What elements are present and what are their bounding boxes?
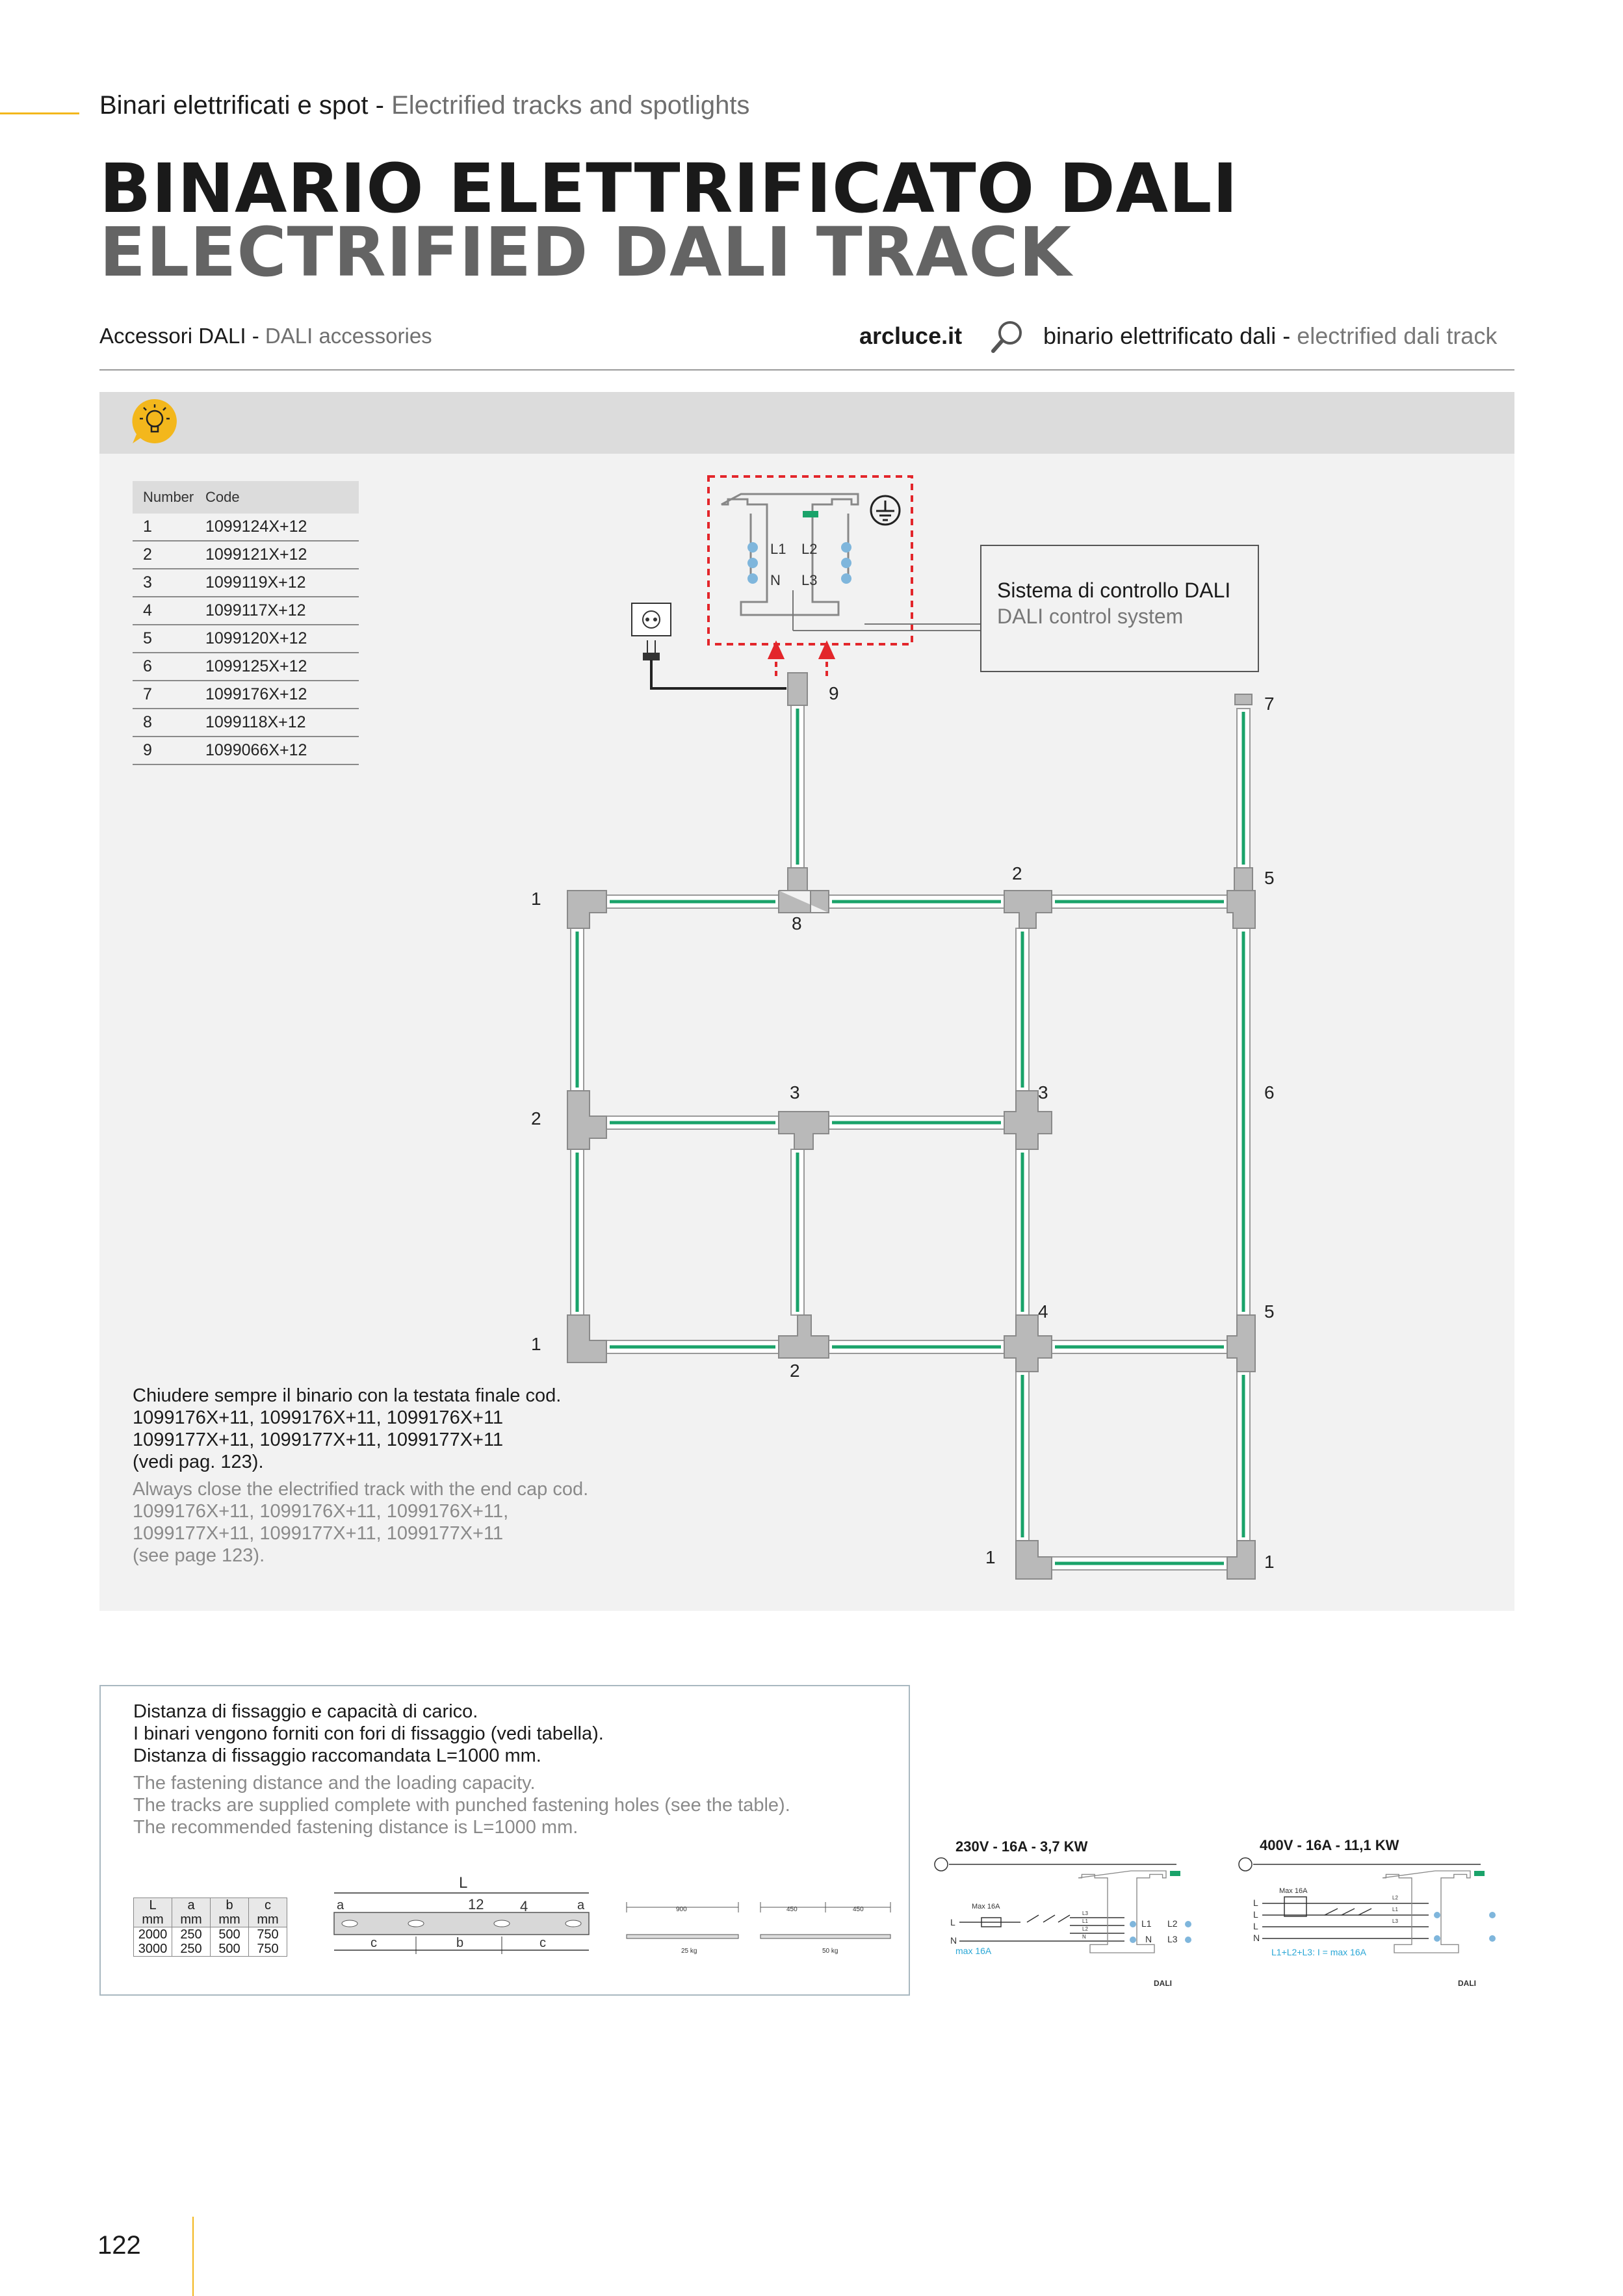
page-title-en: ELECTRIFIED DALI TRACK xyxy=(99,213,1072,292)
search-keyword[interactable]: binario elettrificato dali - electrified dali track xyxy=(1043,322,1498,349)
label-5-mid: 5 xyxy=(1264,1301,1275,1322)
fastening-dimension-drawing xyxy=(331,1875,604,1972)
label-3-right: 3 xyxy=(1038,1082,1048,1102)
fastening-box xyxy=(99,1685,910,1996)
fastening-text: Distanza di fissaggio e capacità di carico. I binari vengono forniti con fori di fissaggio (vedi tabella). Distanza di fissaggio raccomandata L=1000 mm. The fastening distance and the loading capacity. The tracks are supplied complete with punched fastening holes (see the table). The recommended fastening distance is L=1000 mm. xyxy=(133,1701,790,1838)
site-link[interactable]: arcluce.it xyxy=(859,322,963,349)
table-row: 9 1099066X+12 xyxy=(133,737,359,764)
svg-text:c: c xyxy=(370,1936,377,1950)
end-cap-note: Chiudere sempre il binario con la testata finale cod. 1099176X+11, 1099176X+11, 1099176X+11 1099177X+11, 1099177X+11, 1099177X+11 (vedi pag. 123). Always close the electrified track with the end cap cod. 1099176X+11, 1099176X+11, 1099176X+11, 1099177X+11, 1099177X+11, 1099177X+11 (see page 123). xyxy=(133,1385,589,1566)
dali-control-box: Sistema di controllo DALI DALI control system xyxy=(980,545,1259,672)
svg-text:L1: L1 xyxy=(1141,1918,1152,1929)
svg-text:L3: L3 xyxy=(1392,1918,1398,1924)
svg-text:25 kg: 25 kg xyxy=(681,1948,697,1955)
single-phase-wiring-diagram xyxy=(929,1853,1215,1996)
svg-text:L2: L2 xyxy=(1392,1895,1398,1901)
svg-text:N: N xyxy=(1253,1933,1260,1943)
svg-text:L3: L3 xyxy=(1082,1911,1088,1916)
table-row: 2 1099121X+12 xyxy=(133,541,359,569)
single-phase-title: 230V - 16A - 3,7 KW xyxy=(955,1838,1088,1855)
label-l1: L1 xyxy=(770,541,786,557)
section-title: Binari elettrificati e spot - Electrified tracks and spotlights xyxy=(99,91,750,120)
profile-green-strip xyxy=(803,511,818,517)
table-row: 1 1099124X+12 xyxy=(133,514,359,541)
fastening-table: L mm a mm b mm c mm 2000 3000 250 250 500 500 750 750 xyxy=(133,1898,287,1957)
label-5-top: 5 xyxy=(1264,868,1275,888)
label-7: 7 xyxy=(1264,694,1275,714)
load-capacity-drawing xyxy=(624,1894,897,1959)
profile-contacts xyxy=(747,542,851,584)
svg-text:Max 16A: Max 16A xyxy=(972,1903,1000,1911)
table-row: 5 1099120X+12 xyxy=(133,625,359,653)
svg-text:a: a xyxy=(337,1898,344,1912)
table-row: 2000 3000 250 250 500 500 750 750 xyxy=(134,1927,287,1957)
svg-text:L: L xyxy=(1253,1909,1258,1920)
svg-text:DALI: DALI xyxy=(1458,1979,1476,1988)
connection-arrows xyxy=(770,644,833,676)
footer-accent-line xyxy=(192,2217,194,2296)
page-title-it: BINARIO ELETTRIFICATO DALI xyxy=(99,149,1239,228)
svg-text:L: L xyxy=(1253,1898,1258,1908)
table-row: 6 1099125X+12 xyxy=(133,653,359,681)
three-phase-wiring-diagram xyxy=(1234,1853,1520,1996)
svg-text:450: 450 xyxy=(786,1906,798,1913)
label-n: N xyxy=(770,572,781,588)
svg-text:max 16A: max 16A xyxy=(955,1946,992,1956)
svg-text:450: 450 xyxy=(853,1906,864,1913)
svg-text:L1: L1 xyxy=(1392,1907,1398,1912)
svg-text:DALI: DALI xyxy=(1154,1979,1172,1988)
table-row: 3 1099119X+12 xyxy=(133,569,359,597)
svg-text:c: c xyxy=(539,1936,546,1950)
svg-text:L2: L2 xyxy=(1167,1918,1178,1929)
label-6: 6 xyxy=(1264,1082,1275,1102)
track-grid xyxy=(567,673,1255,1579)
svg-text:L2: L2 xyxy=(1082,1926,1088,1932)
label-4: 4 xyxy=(1038,1301,1048,1322)
svg-text:Max 16A: Max 16A xyxy=(1279,1887,1308,1895)
svg-text:N: N xyxy=(1145,1934,1152,1944)
col-number: Number xyxy=(133,481,195,514)
svg-text:L1: L1 xyxy=(1082,1918,1088,1924)
svg-text:900: 900 xyxy=(676,1906,687,1913)
svg-text:50 kg: 50 kg xyxy=(822,1948,838,1955)
label-9: 9 xyxy=(829,683,839,703)
three-phase-title: 400V - 16A - 11,1 KW xyxy=(1260,1837,1399,1853)
table-row: 7 1099176X+12 xyxy=(133,681,359,709)
label-2-bottom: 2 xyxy=(790,1361,800,1381)
svg-text:a: a xyxy=(577,1898,585,1912)
label-1-topleft: 1 xyxy=(531,889,541,909)
svg-text:12: 12 xyxy=(468,1896,484,1912)
label-2-left: 2 xyxy=(531,1108,541,1128)
profile-highlight-box xyxy=(708,476,912,644)
svg-text:4: 4 xyxy=(520,1898,528,1914)
label-3-mid: 3 xyxy=(790,1082,800,1102)
svg-text:L1+L2+L3: I = max 16A: L1+L2+L3: I = max 16A xyxy=(1271,1947,1366,1957)
earth-icon xyxy=(871,496,900,525)
page-number: 122 xyxy=(97,2231,141,2260)
subsection-title: Accessori DALI - DALI accessories xyxy=(99,324,432,348)
label-8: 8 xyxy=(792,913,802,933)
svg-text:N: N xyxy=(1082,1934,1086,1940)
label-1-bottomright: 1 xyxy=(1264,1552,1275,1572)
svg-text:L: L xyxy=(459,1875,468,1892)
label-l3: L3 xyxy=(801,572,818,588)
svg-text:L: L xyxy=(1253,1921,1258,1931)
svg-text:N: N xyxy=(950,1935,957,1946)
label-2-top: 2 xyxy=(1012,863,1022,883)
table-row: 8 1099118X+12 xyxy=(133,709,359,737)
label-l2: L2 xyxy=(801,541,818,557)
label-1-bottomleft: 1 xyxy=(985,1547,996,1567)
label-1-left: 1 xyxy=(531,1334,541,1354)
svg-text:L3: L3 xyxy=(1167,1934,1178,1944)
svg-text:L: L xyxy=(950,1917,955,1927)
svg-text:b: b xyxy=(456,1936,464,1950)
col-code: Code xyxy=(195,481,359,514)
track-profile-section xyxy=(721,494,858,615)
table-row: 4 1099117X+12 xyxy=(133,597,359,625)
